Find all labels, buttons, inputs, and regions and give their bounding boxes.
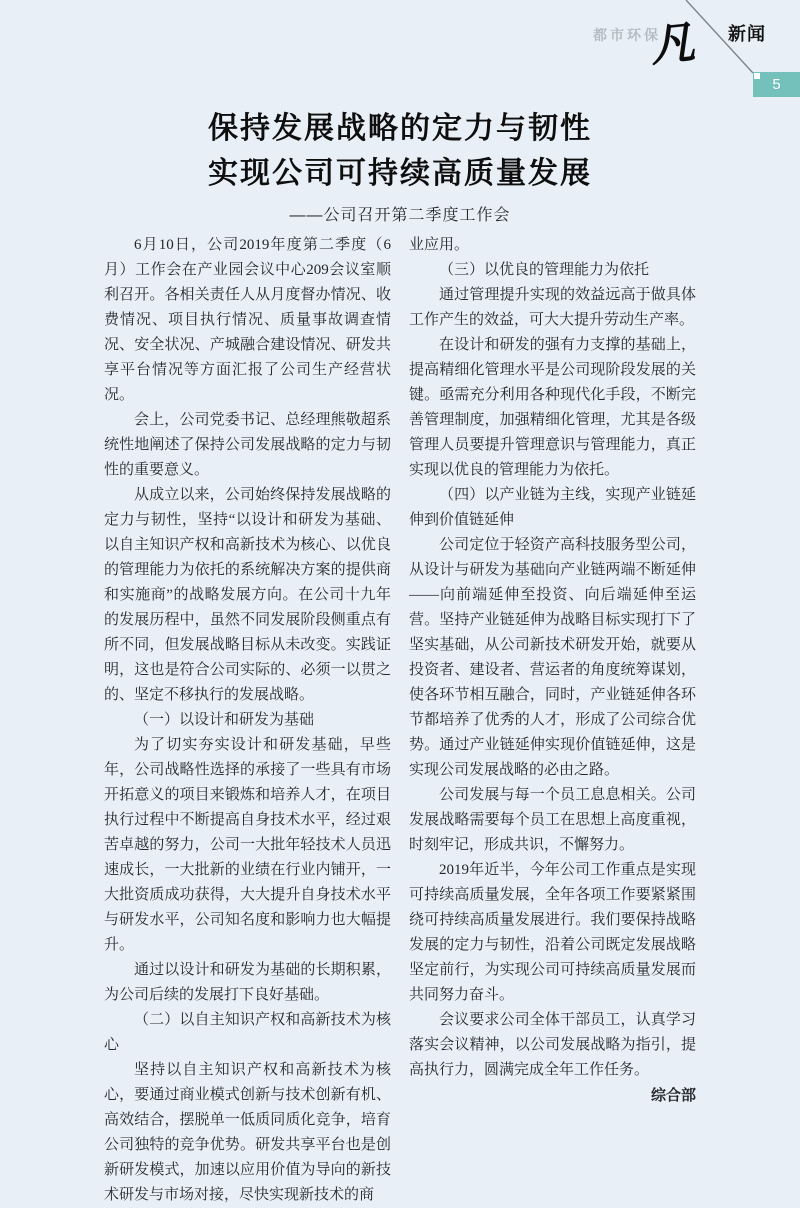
page-number-badge: [753, 72, 800, 97]
paragraph: 公司发展与每一个员工息息相关。公司发展战略需要每个员工在思想上高度重视，时刻牢记，形成共识，不懈努力。: [409, 787, 696, 853]
paragraph: 为了切实夯实设计和研发基础，早些年，公司战略性选择的承接了一些具有市场开拓意义的项目来锻炼和培养人才，在项目执行过程中不断提高自身技术水平，经过艰苦卓越的努力，公司一大批年轻技术人员迅速成长，一大批新的业绩在行业内铺开，一大批资质成功获得，大大提升自身技术水平与研发水平，公司知名度和影响力也大幅提升。: [104, 737, 391, 953]
article-title-line2: 实现公司可持续高质量发展: [208, 157, 592, 190]
article-header: [0, 106, 800, 225]
paragraph: 坚持以自主知识产权和高新技术为核心，要通过商业模式创新与技术创新有机、高效结合，摆脱单一低质同质化竞争，培育公司独特的竞争优势。研发共享平台也是创新研发模式，加速以应用价值为导向的新技术研发与市场对接，尽快实现新技术的商: [104, 1062, 391, 1203]
section-heading: （二）以自主知识产权和高新技术为核心: [104, 1012, 391, 1053]
paragraph: 公司定位于轻资产高科技服务型公司，从设计与研发为基础向产业链两端不断延伸——向前端延伸至投资、向后端延伸至运营。坚持产业链延伸为战略目标实现打下了坚实基础，从公司新技术研发开始，就要从投资者、建设者、营运者的角度统筹谋划，使各环节相互融合，同时，产业链延伸各环节都培养了优秀的人才，形成了公司综合优势。通过产业链延伸实现价值链延伸，这是实现公司发展战略的必由之路。: [409, 537, 696, 778]
section-label: 新闻: [728, 24, 766, 44]
article-column-right: [409, 233, 696, 1108]
page-number: 5: [772, 76, 781, 93]
paragraph: 会议要求公司全体干部员工，认真学习落实会议精神，以公司发展战略为指引，提高执行力，圆满完成全年工作任务。: [409, 1012, 696, 1078]
article-title-line1: 保持发展战略的定力与韧性: [208, 112, 592, 145]
section-heading: （四）以产业链为主线，实现产业链延伸到价值链延伸: [409, 487, 696, 528]
paragraph: 6月10日，公司2019年度第二季度（6月）工作会在产业园会议中心209会议室顺利召开。各相关责任人从月度督办情况、收费情况、项目执行情况、质量事故调查情况、安全状况、产城融合建设情况、研发共享平台情况等方面汇报了公司生产经营状况。: [104, 237, 391, 403]
paragraph: 通过管理提升实现的效益远高于做具体工作产生的效益，可大大提升劳动生产率。: [409, 287, 696, 328]
brand-calligraphy-mark: 凡: [647, 16, 698, 73]
article-subtitle: ——公司召开第二季度工作会: [289, 207, 511, 224]
byline: 综合部: [650, 1087, 696, 1104]
paragraph: 在设计和研发的强有力支撑的基础上，提高精细化管理水平是公司现阶段发展的关键。亟需充分利用各种现代化手段，不断完善管理制度，加强精细化管理，尤其是各级管理人员要提升管理意识与管理能力，真正实现以优良的管理能力为依托。: [409, 337, 696, 478]
section-heading: （三）以优良的管理能力为依托: [439, 262, 650, 278]
section-heading: （一）以设计和研发为基础: [134, 712, 315, 728]
paragraph: 从成立以来，公司始终保持发展战略的定力与韧性，坚持“以设计和研发为基础、以自主知识产权和高新技术为核心、以优良的管理能力为依托的系统解决方案的提供商和实施商”的战略发展方向。在公司十九年的发展历程中，虽然不同发展阶段侧重点有所不同，但发展战略目标从未改变。实践证明，这也是符合公司实际的、必须一以贯之的、坚定不移执行的发展战略。: [104, 487, 391, 703]
page-header: [0, 0, 800, 110]
paragraph: 2019年近半，今年公司工作重点是实现可持续高质量发展，全年各项工作要紧紧围绕可持续高质量发展进行。我们要保持战略发展的定力与韧性，沿着公司既定发展战略坚定前行，为实现公司可持续高质量发展而共同努力奋斗。: [409, 862, 696, 1003]
masthead-brand: 都市环保: [593, 29, 661, 44]
article-column-left: [104, 233, 391, 1208]
paragraph: 业应用。: [409, 237, 470, 253]
paragraph: 会上，公司党委书记、总经理熊敬超系统性地阐述了保持公司发展战略的定力与韧性的重要意义。: [104, 412, 391, 478]
corner-notch: [754, 73, 760, 79]
paragraph: 通过以设计和研发为基础的长期积累，为公司后续的发展打下良好基础。: [104, 962, 391, 1003]
